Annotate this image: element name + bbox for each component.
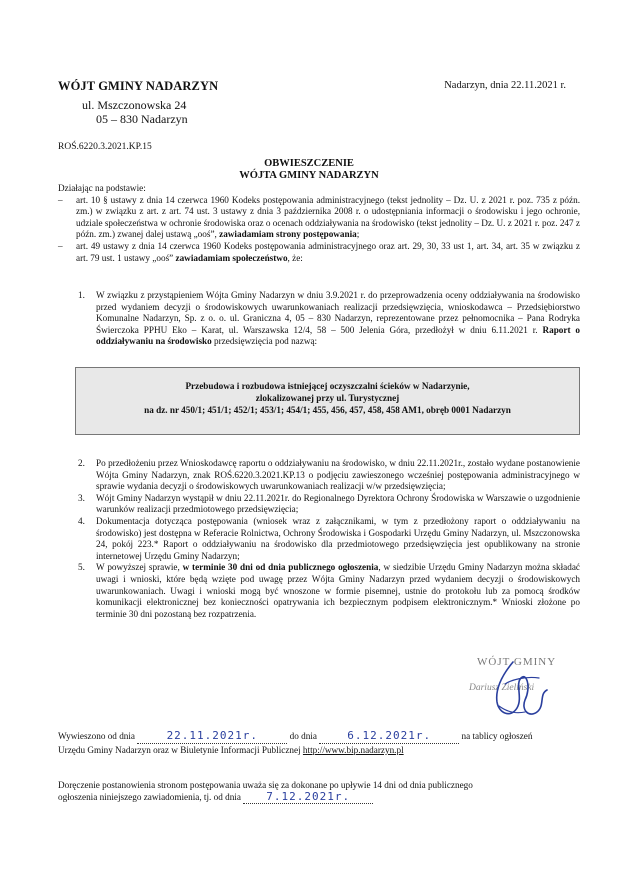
list-item <box>58 458 580 493</box>
delivery-line-2 <box>58 791 588 804</box>
organization-name: WÓJT GMINY NADARZYN <box>58 79 219 93</box>
address-postal: 05 – 830 Nadarzyn <box>96 112 188 126</box>
legal-basis-item <box>58 241 580 264</box>
legal-basis-text: art. 10 § ustawy z dnia 14 czerwca 1960 Kodeks postępowania administracyjnego (tekst jednolity – Dz. U. z 2021 r. poz. 735 z późn. zm.) w związku z art. z art. 74 ust. 3 ustawy z dnia 3 października 2008 r. o udostępniania informacji o środowisku i jego ochronie, udziale społeczeństwa w ochronie środowiska oraz o ocenach oddziaływania na środowisko (tekst jednolity – Dz. U. z 2021 r. poz. 247 z późn. zm.) zwanej dalej ustawą „ooś”, <box>76 194 580 240</box>
document-subtitle: WÓJTA GMINY NADARZYN <box>239 170 379 181</box>
dash-bullet: – <box>58 194 63 205</box>
legal-basis-tail: ; <box>356 229 360 240</box>
list-item <box>58 290 580 348</box>
list-item <box>58 493 580 516</box>
posting-date-from-field <box>137 730 287 744</box>
posting-line <box>58 730 588 744</box>
stamp-name: Dariusz Zieliński <box>469 683 535 693</box>
point-number: 1. <box>78 290 85 300</box>
legal-basis-item <box>58 195 580 241</box>
posting-label-to: do dnia <box>289 731 317 741</box>
place-date: Nadarzyn, dnia 22.11.2021 r. <box>444 80 566 91</box>
list-item <box>58 562 580 620</box>
project-location-line: zlokalizowanej przy ul. Turystycznej <box>255 392 400 403</box>
legal-basis-text: art. 49 ustawy z dnia 14 czerwca 1960 Kodeks postępowania administracyjnego oraz art. 29, 30, 33 ust 1, art. 34, art. 35 w związku z art. 79 ust. 1 ustawy „ooś” <box>76 240 580 263</box>
point-text: Wójt Gminy Nadarzyn wystąpił w dniu 22.11.2021r. do Regionalnego Dyrektora Ochrony Środowiska w Warszawie o uzgodnienie warunków realizacji przedmiotowego przedsięwzięcia; <box>96 492 580 515</box>
legal-basis-emphasis: zawiadamiam strony postępowania <box>219 229 357 240</box>
project-name-box <box>75 367 580 435</box>
handwritten-signature <box>455 654 575 724</box>
posting-label-from: Wywieszono od dnia <box>58 731 136 741</box>
legal-basis-section <box>58 183 580 264</box>
point-text: Dokumentacja dotycząca postępowania (wniosek wraz z załącznikami, w tym z przedłożony raport o oddziaływaniu na środowisko) jest dostępna w Referacie Rolnictwa, Ochrony Środowiska i Gospodarki Urzędu Gminy Nadarzyn, ul. Mszczonowska 24, pokój 223.* Raport o oddziaływaniu na środowisko dla przedmiotowego przedsięwzięcia jest opublikowany na stronie internetowej Urzędu Gminy Nadarzyn; <box>96 515 580 561</box>
legal-basis-list <box>58 195 580 265</box>
point-number: 3. <box>78 492 85 503</box>
point-number: 4. <box>78 515 85 526</box>
delivery-line-1: Doręczenie postanowienia stronom postępowania uważa się za dokonane po upływie 14 dni od dnia publicznego <box>58 780 473 790</box>
point-text: Po przedłożeniu przez Wnioskodawcę raportu o oddziaływaniu na środowisko, w dniu 22.11.2021r., zostało wydane postanowienie Wójta Gminy Nadarzyn, znak ROŚ.6220.3.2021.KP.13 o podjęciu zawieszonego wcześniej postępowania administracyjnego w sprawie wydania decyzji o środowiskowych uwarunkowaniach realizacji w/w przedsięwzięcia; <box>96 458 580 492</box>
posting-date-to: 6.12.2021r. <box>347 729 432 742</box>
delivery-text: ogłoszenia niniejszego zawiadomienia, tj. od dnia <box>58 792 241 802</box>
point-number: 5. <box>78 562 85 573</box>
posting-date-to-field <box>319 730 459 744</box>
bip-link[interactable]: http://www.bip.nadarzyn.pl <box>302 744 404 755</box>
address-street: ul. Mszczonowska 24 <box>82 98 187 112</box>
point-text: W związku z przystąpieniem Wójta Gminy Nadarzyn w dniu 3.9.2021 r. do przeprowadzenia oceny oddziaływania na środowisko przed wydaniem decyzji o środowiskowych uwarunkowaniach realizacji przedsięwzięcia, wnioskodawca – Przedsiębiorstwo Komunalne Nadarzyn, Sp. z o. o. ul. Graniczna 4, 05 – 830 Nadarzyn, reprezentowane przez pełnomocnika – Pana Rodryka Świerczoka PPHU Eko – Karat, ul. Warszawska 12/4, 58 – 500 Jelenia Góra, przedłożył w dniu 6.11.2021 r. <box>96 290 580 335</box>
reference-number: ROŚ.6220.3.2021.KP.15 <box>58 142 152 152</box>
posting-line-2 <box>58 744 588 757</box>
point-text: W powyższej sprawie, <box>96 562 183 573</box>
project-parcels-line: na dz. nr 450/1; 451/1; 452/1; 453/1; 454/1; 455, 456, 457, 458, 458 AM1, obręb 0001 Nadarzyn <box>144 404 511 415</box>
legal-basis-emphasis: zawiadamiam społeczeństwo <box>175 252 288 263</box>
signature-stamp <box>455 654 575 724</box>
delivery-date: 7.12.2021r. <box>266 790 351 803</box>
delivery-notice <box>58 779 588 804</box>
list-item <box>58 516 580 562</box>
posting-info <box>58 730 588 756</box>
point-emphasis: w terminie 30 dni od dnia publicznego ogłoszenia <box>182 562 379 573</box>
intro-text: Działając na podstawie: <box>58 183 146 193</box>
dash-bullet: – <box>58 240 63 251</box>
point-tail: przedsięwzięcia pod nazwą: <box>211 336 318 347</box>
posting-bip-text: Urzędu Gminy Nadarzyn oraz w Biuletynie Informacji Publicznej <box>58 744 301 755</box>
document-title: OBWIESZCZENIE <box>264 158 354 169</box>
posting-date-from: 22.11.2021r. <box>166 729 259 742</box>
posting-label-end: na tablicy ogłoszeń <box>461 731 533 741</box>
project-title-line: Przebudowa i rozbudowa istniejącej oczyszczalni ścieków w Nadarzynie, <box>185 381 470 391</box>
legal-basis-tail: , że: <box>287 252 303 263</box>
point-emphasis: Raport o oddziaływaniu na środowisko <box>96 324 581 347</box>
points-2-5 <box>58 458 580 620</box>
point-number: 2. <box>78 458 85 468</box>
point-1 <box>58 290 580 348</box>
stamp-title: WÓJT GMINY <box>477 656 557 668</box>
point-tail: , w siedzibie Urzędu Gminy Nadarzyn można składać uwagi i wnioski, które będą wzięte pod uwagę przez Wójta Gminy Nadarzyn przed wydaniem decyzji o środowiskowych uwarunkowaniach. Uwagi i wnioski mogą być wnoszone w formie pisemnej, ustnie do protokołu lub za pomocą środków komunikacji elektronicznej bez konieczności opatrywania ich bezpiecznym podpisem elektronicznym.* Wnioski złożone po terminie 30 dni pozostaną bez rozpatrzenia. <box>96 562 580 619</box>
delivery-date-field <box>243 791 373 804</box>
